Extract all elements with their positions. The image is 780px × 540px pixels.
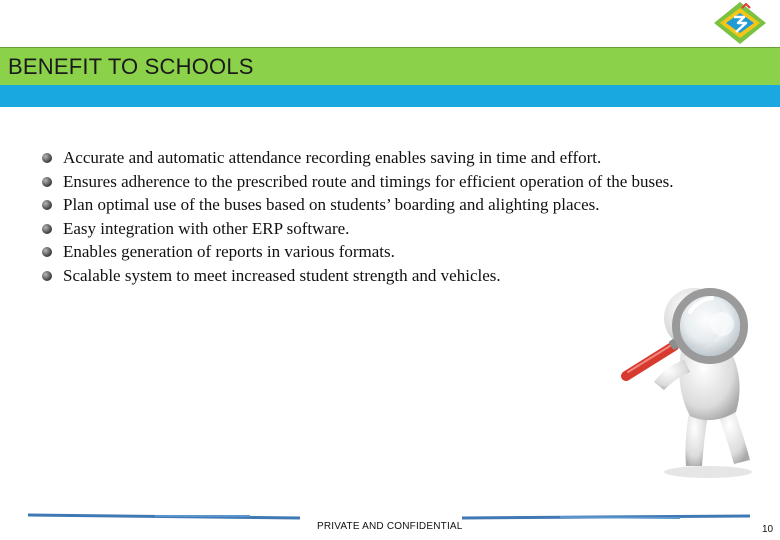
company-logo	[712, 0, 768, 46]
list-item	[42, 193, 742, 217]
bullet-text: Enables generation of reports in various formats.	[63, 242, 395, 261]
page-number: 10	[762, 524, 774, 535]
list-item	[42, 146, 742, 170]
person-with-magnifier-illustration	[612, 268, 772, 480]
title-bar	[0, 47, 780, 85]
bullet-text: Ensures adherence to the prescribed route and timings for efficient operation of the buses.	[63, 171, 674, 191]
title-underbar	[0, 85, 780, 107]
bullet-text: Plan optimal use of the buses based on students’ boarding and alighting places.	[63, 195, 600, 214]
list-item	[42, 217, 742, 241]
bullet-icon	[42, 247, 52, 257]
bullet-icon	[42, 200, 52, 210]
bullet-icon	[42, 224, 52, 234]
benefit-list	[42, 146, 742, 287]
bullet-text: Scalable system to meet increased student strength and vehicles.	[63, 265, 501, 285]
bullet-icon	[42, 177, 52, 187]
bullet-text: Easy integration with other ERP software.	[63, 218, 350, 238]
list-item	[42, 240, 742, 264]
footer-confidential-label: PRIVATE AND CONFIDENTIAL	[317, 521, 463, 532]
list-item	[42, 170, 742, 194]
slide-title: BENEFIT TO SCHOOLS	[8, 54, 254, 79]
bullet-text: Accurate and automatic attendance recording enables saving in time and effort.	[63, 148, 602, 167]
bullet-icon	[42, 153, 52, 163]
bullet-icon	[42, 271, 52, 281]
